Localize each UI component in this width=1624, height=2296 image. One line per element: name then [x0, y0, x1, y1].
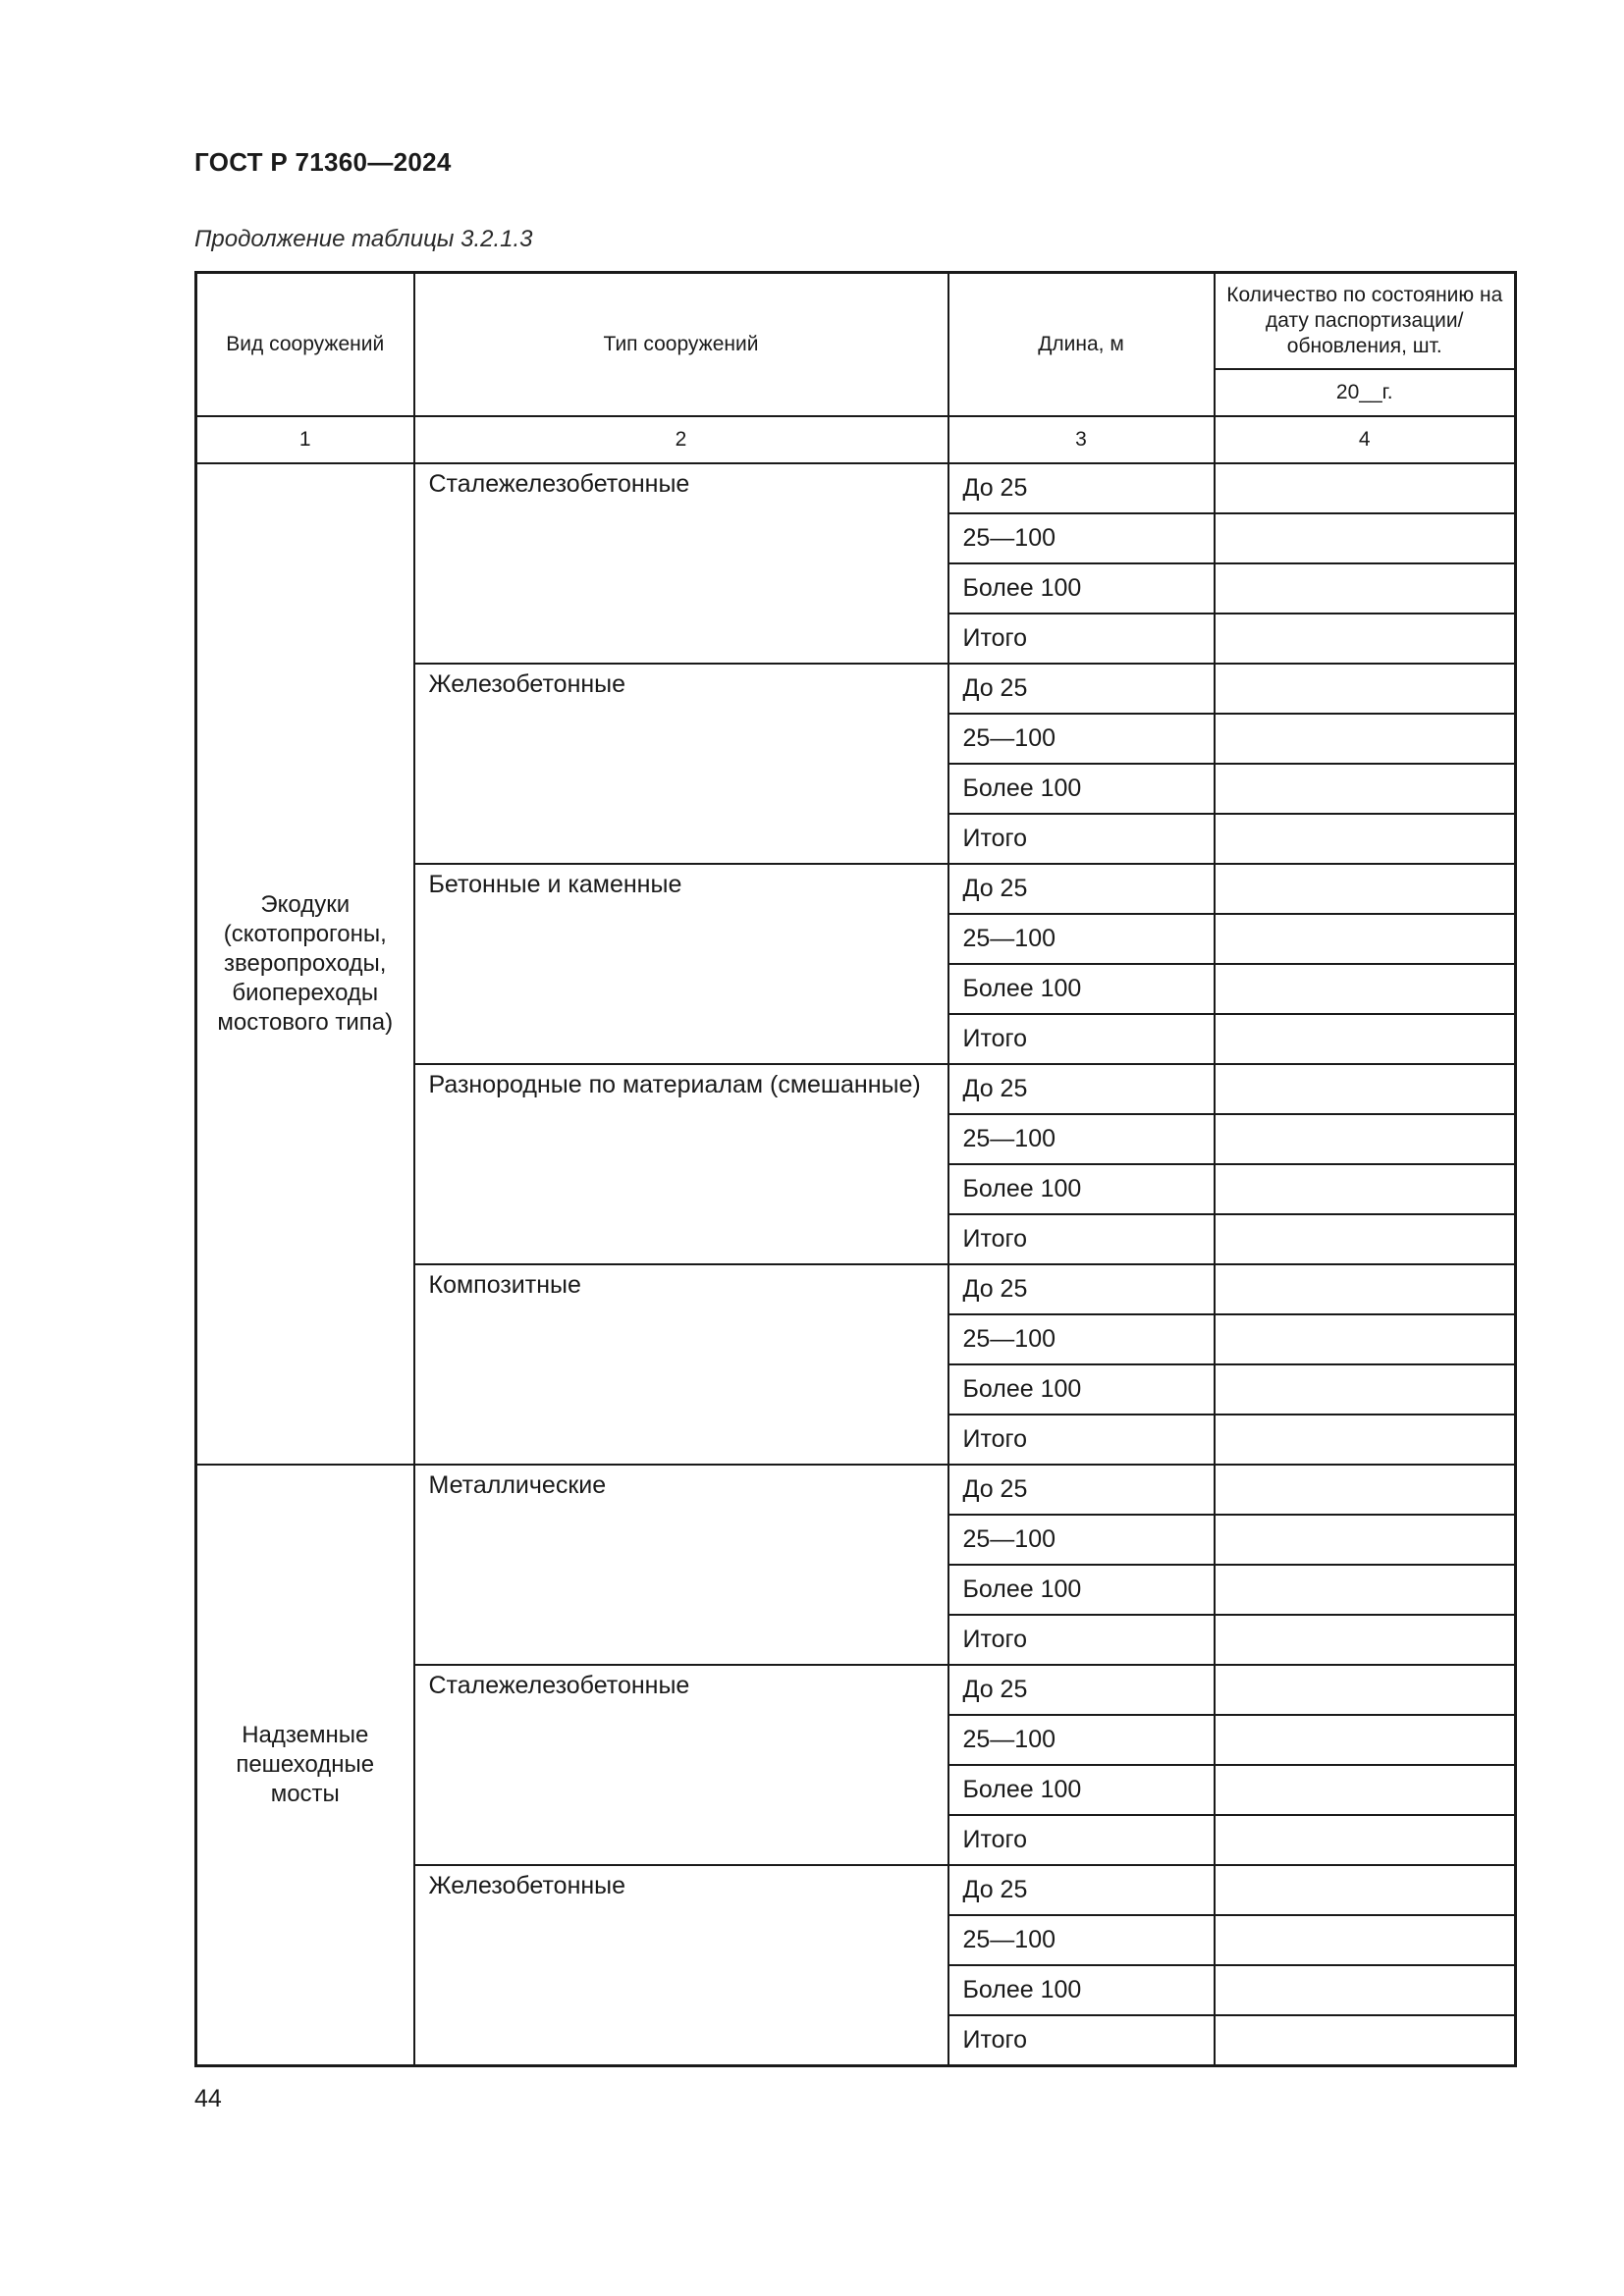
quantity-cell	[1215, 964, 1516, 1014]
quantity-cell	[1215, 1064, 1516, 1114]
quantity-cell	[1215, 714, 1516, 764]
length-range-cell: До 25	[948, 664, 1215, 714]
column-number-2: 2	[414, 416, 948, 463]
quantity-cell	[1215, 1114, 1516, 1164]
length-range-cell: Более 100	[948, 764, 1215, 814]
length-range-cell: До 25	[948, 1465, 1215, 1515]
structure-type-cell: Сталежелезобетонные	[414, 463, 948, 664]
structure-type-cell: Бетонные и каменные	[414, 864, 948, 1064]
column-number-1: 1	[196, 416, 414, 463]
length-range-cell: 25—100	[948, 513, 1215, 563]
length-range-cell: 25—100	[948, 714, 1215, 764]
quantity-cell	[1215, 1965, 1516, 2015]
header-kind: Вид сооружений	[196, 273, 414, 417]
standard-header: ГОСТ Р 71360—2024	[194, 147, 452, 177]
quantity-cell	[1215, 1314, 1516, 1364]
length-range-cell: До 25	[948, 864, 1215, 914]
structure-type-cell: Композитные	[414, 1264, 948, 1465]
page-number: 44	[194, 2085, 222, 2112]
structure-type-cell: Металлические	[414, 1465, 948, 1665]
header-quantity: Количество по состоянию на дату паспортизации/ обновления, шт.	[1215, 273, 1516, 370]
length-range-cell: Итого	[948, 814, 1215, 864]
length-range-cell: 25—100	[948, 1915, 1215, 1965]
structure-type-cell: Сталежелезобетонные	[414, 1665, 948, 1865]
table-caption: Продолжение таблицы 3.2.1.3	[194, 226, 533, 252]
quantity-cell	[1215, 1415, 1516, 1465]
length-range-cell: Итого	[948, 1415, 1215, 1465]
length-range-cell: До 25	[948, 1665, 1215, 1715]
length-range-cell: До 25	[948, 1064, 1215, 1114]
length-range-cell: Итого	[948, 1214, 1215, 1264]
length-range-cell: Более 100	[948, 1164, 1215, 1214]
quantity-cell	[1215, 1665, 1516, 1715]
structure-kind-cell: Экодуки (скотопрогоны, зверопроходы, биопереходы мостового типа)	[196, 463, 414, 1465]
quantity-cell	[1215, 1615, 1516, 1665]
column-number-3: 3	[948, 416, 1215, 463]
quantity-cell	[1215, 1214, 1516, 1264]
structure-type-cell: Разнородные по материалам (смешанные)	[414, 1064, 948, 1264]
length-range-cell: Итого	[948, 614, 1215, 664]
quantity-cell	[1215, 2015, 1516, 2066]
structure-kind-cell: Надземные пешеходные мосты	[196, 1465, 414, 2066]
quantity-cell	[1215, 1565, 1516, 1615]
quantity-cell	[1215, 513, 1516, 563]
column-number-4: 4	[1215, 416, 1516, 463]
table-row	[196, 463, 1516, 513]
length-range-cell: Итого	[948, 1014, 1215, 1064]
quantity-cell	[1215, 864, 1516, 914]
length-range-cell: Более 100	[948, 1364, 1215, 1415]
length-range-cell: 25—100	[948, 1114, 1215, 1164]
quantity-cell	[1215, 814, 1516, 864]
quantity-cell	[1215, 1364, 1516, 1415]
length-range-cell: 25—100	[948, 914, 1215, 964]
length-range-cell: Более 100	[948, 1565, 1215, 1615]
quantity-cell	[1215, 1465, 1516, 1515]
quantity-cell	[1215, 1264, 1516, 1314]
quantity-cell	[1215, 563, 1516, 614]
quantity-cell	[1215, 1164, 1516, 1214]
length-range-cell: 25—100	[948, 1314, 1215, 1364]
table-body	[196, 463, 1516, 2066]
length-range-cell: 25—100	[948, 1715, 1215, 1765]
length-range-cell: Итого	[948, 1615, 1215, 1665]
length-range-cell: Более 100	[948, 563, 1215, 614]
quantity-cell	[1215, 664, 1516, 714]
header-type: Тип сооружений	[414, 273, 948, 417]
quantity-cell	[1215, 1515, 1516, 1565]
length-range-cell: Итого	[948, 2015, 1215, 2066]
quantity-cell	[1215, 1865, 1516, 1915]
length-range-cell: Более 100	[948, 1965, 1215, 2015]
quantity-cell	[1215, 764, 1516, 814]
table-row	[196, 1465, 1516, 1515]
header-year: 20__г.	[1215, 369, 1516, 416]
length-range-cell: До 25	[948, 463, 1215, 513]
length-range-cell: Более 100	[948, 964, 1215, 1014]
length-range-cell: До 25	[948, 1264, 1215, 1314]
quantity-cell	[1215, 1014, 1516, 1064]
quantity-cell	[1215, 1815, 1516, 1865]
structure-type-cell: Железобетонные	[414, 1865, 948, 2066]
header-length: Длина, м	[948, 273, 1215, 417]
length-range-cell: 25—100	[948, 1515, 1215, 1565]
quantity-cell	[1215, 914, 1516, 964]
quantity-cell	[1215, 1765, 1516, 1815]
quantity-cell	[1215, 1915, 1516, 1965]
structure-type-cell: Железобетонные	[414, 664, 948, 864]
length-range-cell: Более 100	[948, 1765, 1215, 1815]
structures-table	[194, 271, 1517, 2067]
length-range-cell: Итого	[948, 1815, 1215, 1865]
quantity-cell	[1215, 463, 1516, 513]
length-range-cell: До 25	[948, 1865, 1215, 1915]
quantity-cell	[1215, 614, 1516, 664]
quantity-cell	[1215, 1715, 1516, 1765]
